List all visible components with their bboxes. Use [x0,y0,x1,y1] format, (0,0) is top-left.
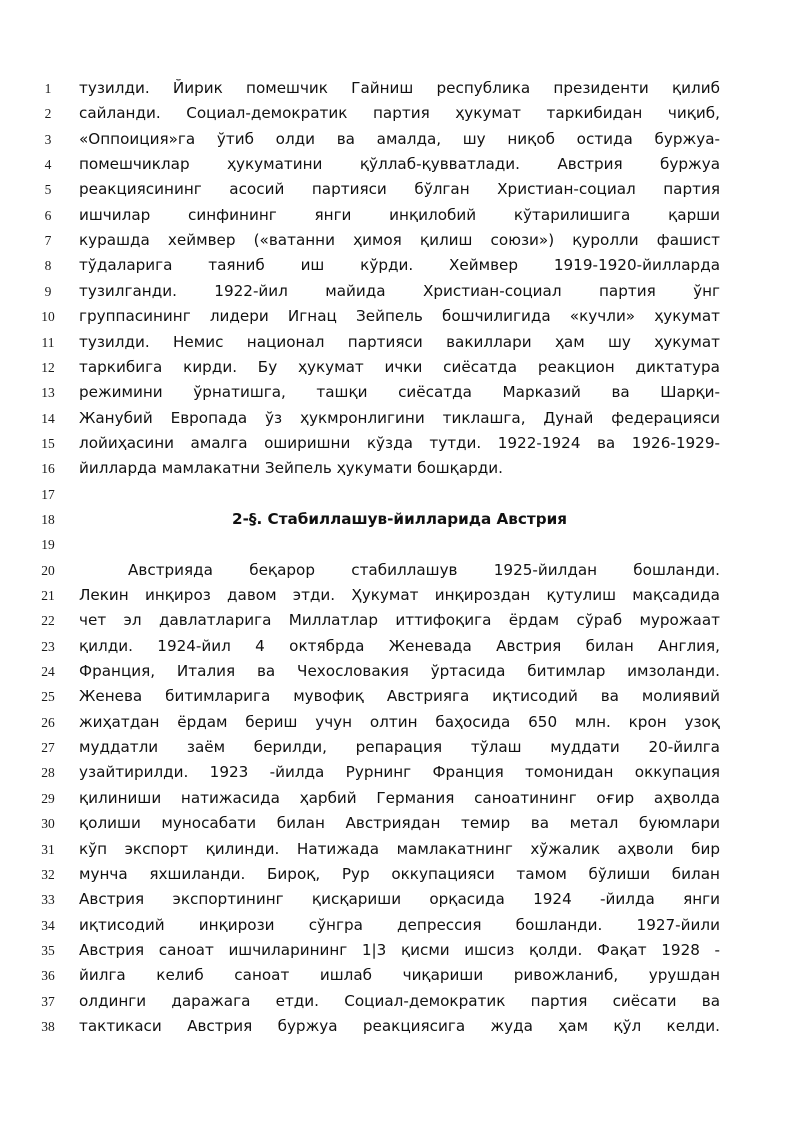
text-line [0,253,800,278]
line-number: 17 [41,486,55,502]
line-number: 6 [44,207,52,223]
text-line [0,710,800,735]
text-line [0,330,800,355]
text-line [0,837,800,862]
line-number: 15 [41,435,55,451]
line-text: узайтирилди. 1923 -йилда Рурнинг Франция томонидан оккупация [79,763,720,782]
text-line [0,1014,800,1039]
text-line [0,583,800,608]
line-number: 31 [41,841,55,857]
text-line [0,101,800,126]
text-line [0,811,800,836]
text-line [0,532,800,557]
text-line [0,456,800,481]
line-text: помешчиклар ҳукуматини қўллаб-қувватлади. Австрия буржуа [79,155,720,174]
line-text: группасининг лидери Игнац Зейпель бошчилигида «кучли» ҳукумат [79,307,720,326]
text-line [0,127,800,152]
line-text: қилди. 1924-йил 4 октябрда Женевада Австрия билан Англия, [79,636,720,655]
line-text: кўп экспорт қилинди. Натижада мамлакатнинг хўжалик аҳволи бир [79,839,720,858]
text-line [0,177,800,202]
text-line [0,659,800,684]
text-line [0,862,800,887]
text-line [0,482,800,507]
text-line [0,938,800,963]
line-number: 1 [44,81,52,96]
line-text: «Оппоиция»га ўтиб олди ва амалда, шу ниқоб остида буржуа- [79,129,720,148]
line-number: 33 [41,892,55,908]
line-number: 2 [44,106,52,122]
line-text: тўдаларига таяниб иш кўрди. Хеймвер 1919-1920-йилларда [79,256,720,275]
text-line [0,152,800,177]
line-number: 4 [44,157,52,173]
line-text: Австрия экспортининг қисқариши орқасида 1924 -йилда янги [79,890,720,909]
line-text: йилга келиб саноат ишлаб чиқариши ривожланиб, урушдан [79,966,720,985]
line-text: қолиши муносабати билан Австриядан темир ва метал буюмлари [79,814,720,833]
text-line [0,76,800,101]
line-text: йилларда мамлакатни Зейпель ҳукумати бошқарди. [79,459,503,478]
text-line [0,431,800,456]
text-line [0,406,800,431]
line-text: қилиниши натижасида ҳарбий Германия саноатининг оғир аҳволда [79,788,720,807]
line-text: Жанубий Европада ўз ҳукмронлигини тиклашга, Дунай федерацияси [79,408,720,427]
line-number: 26 [41,714,55,730]
line-text: Австрияда беқарор стабиллашув 1925-йилдан бошланди. [128,560,720,579]
text-line [0,786,800,811]
line-number: 11 [41,334,55,350]
line-number: 23 [41,638,55,654]
line-number: 5 [44,182,52,198]
line-text: режимини ўрнатишга, ташқи сиёсатда Марказий ва Шарқи- [79,383,720,402]
line-text: тузилганди. 1922-йил майида Христиан-социал партия ўнг [79,281,720,300]
line-text: Франция, Италия ва Чехословакия ўртасида битимлар имзоланди. [79,662,720,681]
text-line [0,735,800,760]
text-line [0,913,800,938]
line-number: 34 [41,917,55,933]
text-line [0,608,800,633]
line-text: ишчилар синфининг янги инқилобий кўтарилишига қарши [79,205,720,224]
line-number: 18 [41,511,55,527]
line-number: 25 [41,689,55,705]
text-line [0,203,800,228]
line-number: 30 [41,816,55,832]
line-number: 21 [41,588,55,603]
line-number: 10 [41,309,55,325]
line-text: олдинги даражага етди. Социал-демократик партия сиёсати ва [79,991,720,1010]
line-text: сайланди. Социал-демократик партия ҳукумат таркибидан чиқиб, [79,104,720,123]
line-text: Лекин инқироз давом этди. Ҳукумат инқироздан қутулиш мақсадида [79,586,720,604]
line-text: тузилди. Немис национал партияси вакиллари ҳам шу ҳукумат [79,332,720,351]
line-number: 8 [44,258,52,274]
line-number: 14 [41,410,55,426]
line-number: 37 [41,993,55,1009]
text-line [0,684,800,709]
text-line [0,380,800,405]
line-text: муддатли заём берилди, репарация тўлаш муддати 20-йилга [79,738,720,757]
line-text: тактикаси Австрия буржуа реакциясига жуда ҳам қўл келди. [79,1016,720,1035]
section-heading: 2-§. Стабиллашув-йилларида Австрия [232,509,567,528]
line-number: 20 [41,562,55,578]
text-line [0,279,800,304]
line-number: 7 [44,233,52,249]
line-text: чет эл давлатларига Миллатлар иттифоқига ёрдам сўраб мурожаат [79,611,720,630]
line-number: 38 [41,1018,55,1034]
line-text: Австрия саноат ишчиларининг 1|3 қисми ишсиз қолди. Фақат 1928 - [79,940,720,959]
line-text: Женева битимларига мувофиқ Австрияга иқтисодий ва молиявий [79,687,720,706]
text-line [0,558,800,583]
line-text: курашда хеймвер («ватанни ҳимоя қилиш союзи») қуролли фашист [79,231,720,250]
line-number: 3 [44,131,52,147]
line-number: 16 [41,461,55,477]
line-text: мунча яхшиланди. Бироқ, Рур оккупацияси тамом бўлиши билан [79,864,720,883]
line-text: тузилди. Йирик помешчик Гайниш республика президенти қилиб [79,79,720,97]
line-number: 29 [41,790,55,806]
line-number: 12 [41,359,55,375]
line-number: 27 [41,740,55,756]
line-number: 19 [41,537,55,553]
text-line [0,634,800,659]
text-line [0,760,800,785]
line-number: 13 [41,385,55,401]
line-number: 22 [41,613,55,629]
text-line [0,963,800,988]
text-line [0,887,800,912]
line-number: 32 [41,866,55,882]
line-number: 9 [44,283,52,299]
line-text: таркибига кирди. Бу ҳукумат ички сиёсатда реакцион диктатура [79,357,720,376]
line-text: жиҳатдан ёрдам бериш учун олтин баҳосида 650 млн. крон узоқ [79,712,720,731]
text-line [0,228,800,253]
line-text: иқтисодий инқирози сўнгра депрессия бошланди. 1927-йили [79,915,720,934]
line-number: 36 [41,968,55,984]
text-line [0,989,800,1014]
text-line [0,507,800,532]
line-number: 28 [41,765,55,781]
line-number: 35 [41,942,55,958]
line-number: 24 [41,664,55,680]
line-text: лойиҳасини амалга оширишни кўзда тутди. 1922-1924 ва 1926-1929- [79,433,720,452]
text-line [0,304,800,329]
line-text: реакциясининг асосий партияси бўлган Христиан-социал партия [79,180,720,199]
text-line [0,355,800,380]
